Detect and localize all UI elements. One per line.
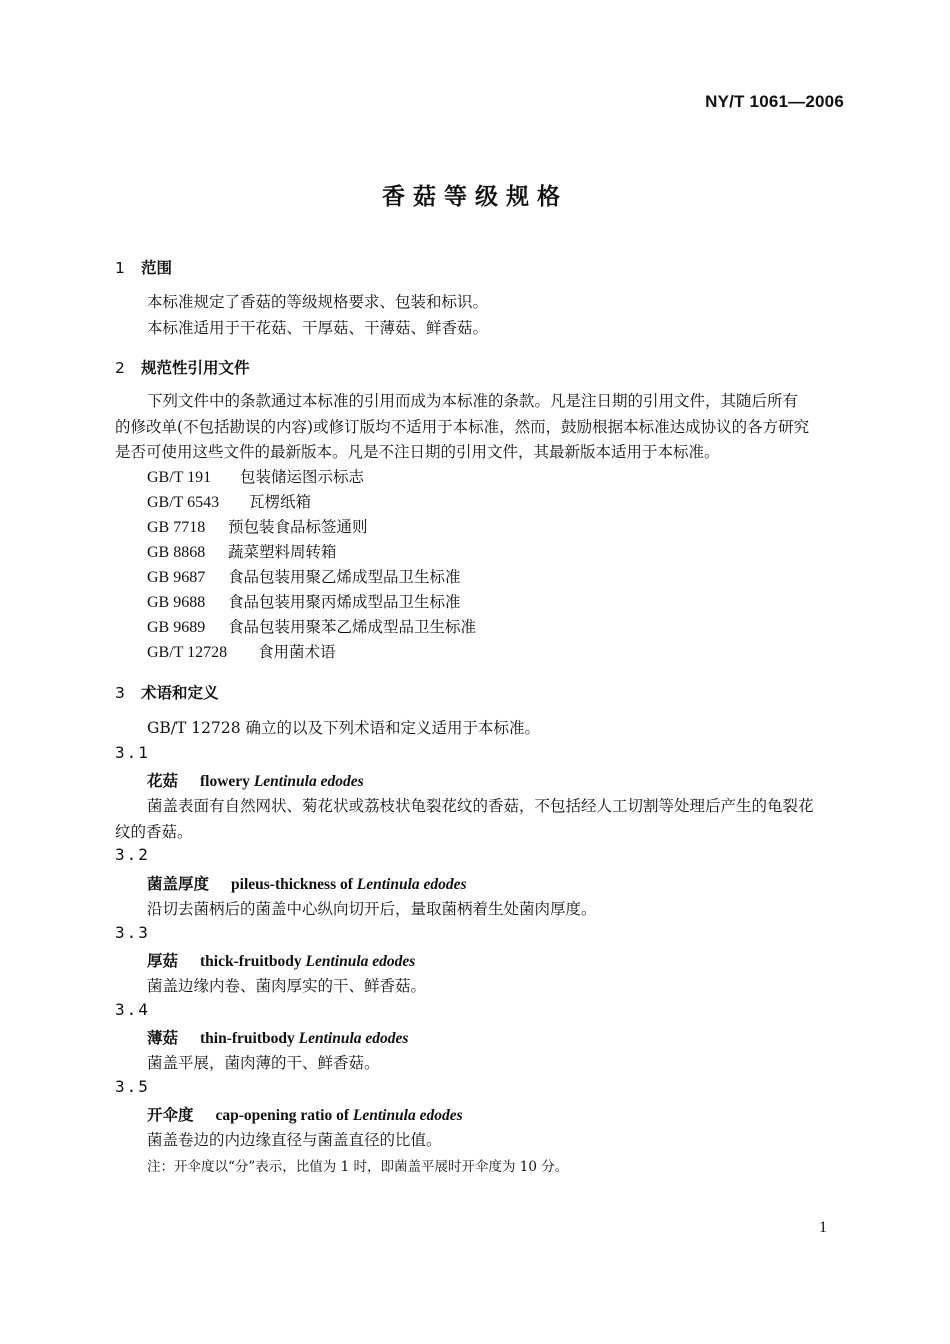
section-1-heading <box>115 256 172 278</box>
reference-code: GB/T 191 <box>147 469 212 486</box>
reference-code: GB 9689 <box>147 619 206 636</box>
subsection-number: 3.2 <box>115 845 150 864</box>
note: 注：开伞度以“分”表示，比值为 1 时，即菌盖平展时开伞度为 10 分。 <box>147 1159 569 1175</box>
definition-line: 纹的香菇。 <box>115 823 193 841</box>
reference-item <box>147 565 461 587</box>
term-chinese: 厚菇 <box>147 952 179 970</box>
reference-item <box>147 615 476 637</box>
term-heading <box>147 1026 408 1048</box>
document-title: 香菇等级规格 <box>382 184 568 210</box>
definition-line: 菌盖卷边的内边缘直径与菌盖直径的比值。 <box>147 1131 442 1149</box>
term-latin: Lentinula edodes <box>253 773 364 790</box>
paragraph-line: 本标准适用于干花菇、干厚菇、干薄菇、鲜香菇。 <box>147 319 489 337</box>
definition-line: 菌盖边缘内卷、菌肉厚实的干、鲜香菇。 <box>147 977 427 995</box>
reference-code: GB 9688 <box>147 594 206 611</box>
term-chinese: 开伞度 <box>147 1106 194 1124</box>
term-english: pileus-thickness of Lentinula edodes <box>231 876 467 893</box>
reference-code: GB/T 6543 <box>147 494 220 511</box>
term-english: thick-fruitbody Lentinula edodes <box>200 953 416 970</box>
reference-title: 食品包装用聚丙烯成型品卫生标准 <box>228 593 461 611</box>
paragraph-line: GB/T 12728 确立的以及下列术语和定义适用于本标准。 <box>147 719 540 737</box>
section-3-heading <box>115 681 219 703</box>
section-number: 3 <box>115 684 125 702</box>
term-english: thin-fruitbody Lentinula edodes <box>200 1030 409 1047</box>
reference-item <box>147 640 336 662</box>
term-chinese: 菌盖厚度 <box>147 875 210 893</box>
reference-item <box>147 540 337 562</box>
paragraph-line: 是否可使用这些文件的最新版本。凡是不注日期的引用文件，其最新版本适用于本标准。 <box>115 443 720 461</box>
section-title: 范围 <box>141 259 173 277</box>
reference-item <box>147 590 461 612</box>
reference-title: 瓦楞纸箱 <box>249 493 312 511</box>
reference-title: 蔬菜塑料周转箱 <box>228 543 337 561</box>
section-number: 2 <box>115 359 125 377</box>
term-heading <box>147 949 415 971</box>
term-english: cap-opening ratio of Lentinula edodes <box>215 1107 463 1124</box>
subsection-number: 3.3 <box>115 923 150 942</box>
term-chinese: 花菇 <box>147 772 179 790</box>
paragraph-line: 本标准规定了香菇的等级规格要求、包装和标识。 <box>147 293 489 311</box>
reference-title: 食品包装用聚苯乙烯成型品卫生标准 <box>228 618 477 636</box>
definition-line: 菌盖表面有自然网状、菊花状或荔枝状龟裂花纹的香菇，不包括经人工切割等处理后产生的龟裂花 <box>147 797 814 815</box>
paragraph-line: 的修改单(不包括勘误的内容)或修订版均不适用于本标准，然而，鼓励根据本标准达成协议的各方研究 <box>115 418 810 436</box>
reference-code: GB 9687 <box>147 569 206 586</box>
reference-code: GB/T 12728 <box>147 644 228 661</box>
term-chinese: 薄菇 <box>147 1029 179 1047</box>
reference-item <box>147 515 368 537</box>
term-latin: Lentinula edodes <box>352 1107 463 1124</box>
reference-title: 包装储运图示标志 <box>240 468 365 486</box>
page-number: 1 <box>819 1219 827 1236</box>
subsection-number: 3.5 <box>115 1077 150 1096</box>
term-heading <box>147 769 364 791</box>
term-english: flowery Lentinula edodes <box>200 773 364 790</box>
paragraph-line: 下列文件中的条款通过本标准的引用而成为本标准的条款。凡是注日期的引用文件，其随后所有 <box>147 392 799 410</box>
reference-title: 食品包装用聚乙烯成型品卫生标准 <box>228 568 461 586</box>
reference-title: 预包装食品标签通则 <box>228 518 368 536</box>
term-heading <box>147 872 467 894</box>
reference-code: GB 7718 <box>147 519 206 536</box>
reference-item <box>147 490 311 512</box>
reference-title: 食用菌术语 <box>258 643 336 661</box>
reference-code: GB 8868 <box>147 544 206 561</box>
subsection-number: 3.1 <box>115 743 150 762</box>
term-heading <box>147 1103 463 1125</box>
term-latin: Lentinula edodes <box>305 953 416 970</box>
section-2-heading <box>115 356 250 378</box>
section-number: 1 <box>115 259 125 277</box>
section-title: 规范性引用文件 <box>141 359 250 377</box>
term-latin: Lentinula edodes <box>298 1030 409 1047</box>
subsection-number: 3.4 <box>115 1000 150 1019</box>
section-title: 术语和定义 <box>141 684 219 702</box>
definition-line: 沿切去菌柄后的菌盖中心纵向切开后，量取菌柄着生处菌肉厚度。 <box>147 900 597 918</box>
standard-code: NY/T 1061—2006 <box>705 92 844 111</box>
reference-item <box>147 465 364 487</box>
definition-line: 菌盖平展，菌肉薄的干、鲜香菇。 <box>147 1054 380 1072</box>
term-latin: Lentinula edodes <box>356 876 467 893</box>
